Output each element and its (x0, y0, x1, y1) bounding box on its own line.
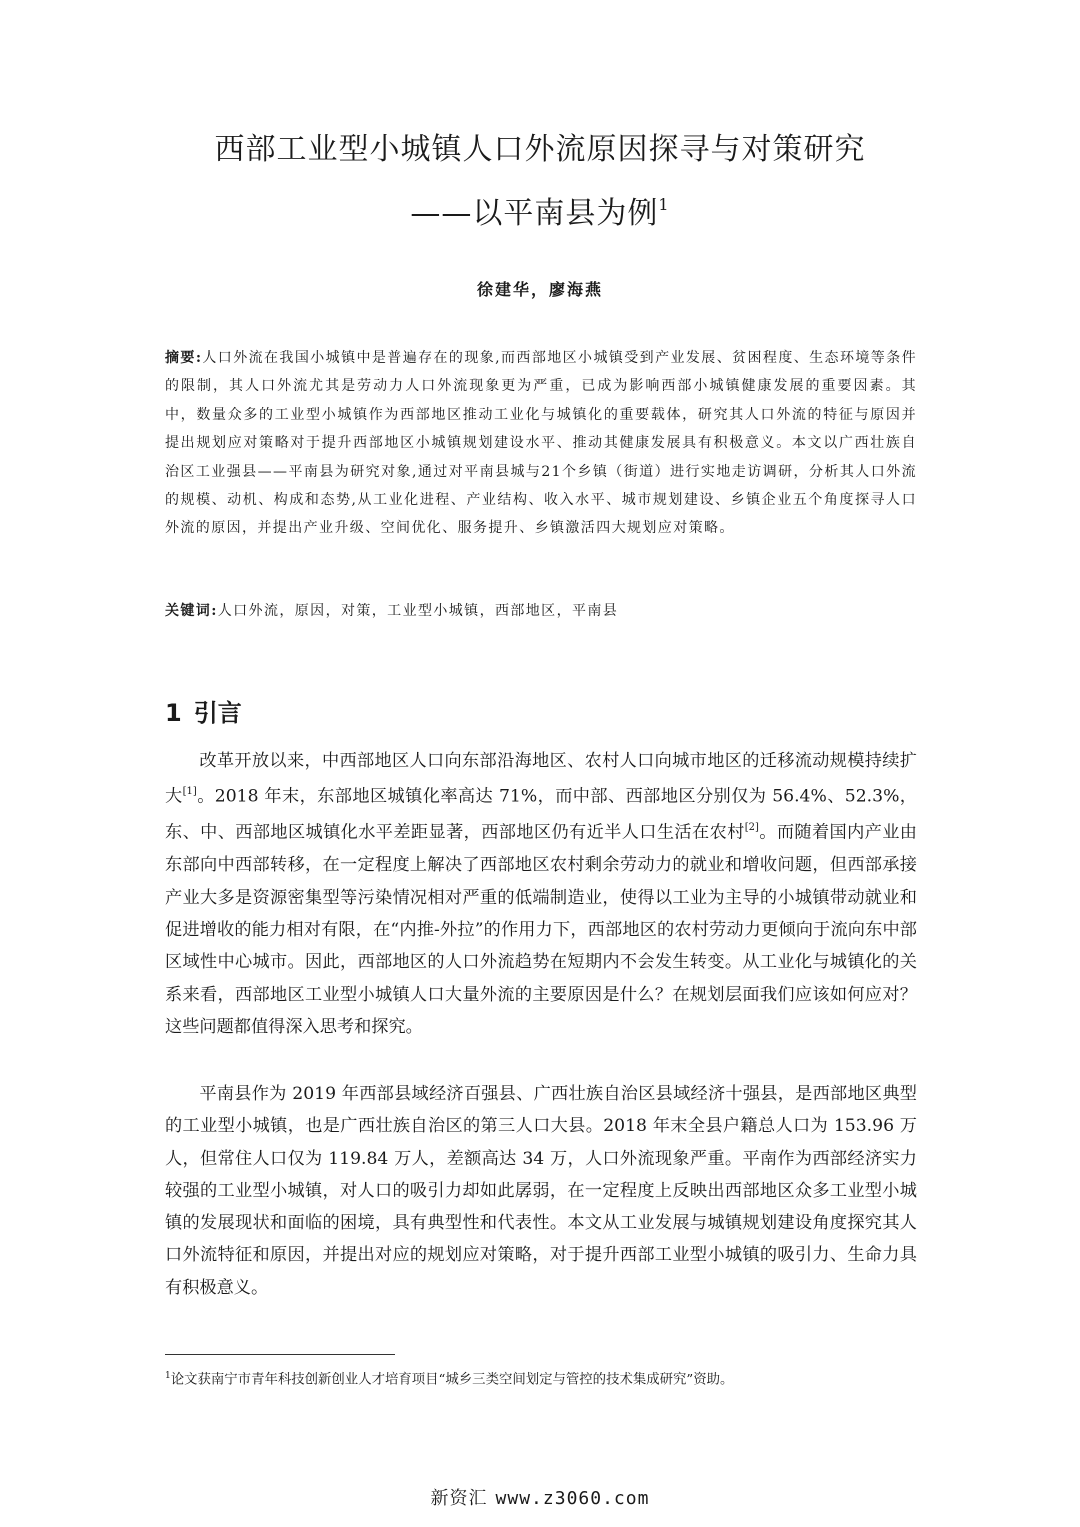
watermark (0, 1484, 1080, 1510)
abstract (165, 344, 917, 543)
section-number: 1 (165, 699, 182, 727)
watermark-name: 新资汇 (430, 1488, 488, 1509)
footnote-text: 论文获南宁市青年科技创新创业人才培育项目“城乡三类空间划定与管控的技术集成研究”资助。 (170, 1372, 734, 1388)
section-heading-introduction (165, 693, 242, 728)
section-title: 引言 (193, 699, 242, 727)
paragraph-1 (165, 745, 917, 1043)
title-footnote-mark[interactable]: 1 (658, 195, 670, 214)
paper-title-line2: ——以平南县为例 (410, 196, 659, 231)
paragraph-1-part3: 。而随着国内产业由东部向中西部转移，在一定程度上解决了西部地区农村剩余劳动力的就业和增收问题，但西部承接产业大多是资源密集型等污染情况相对严重的低端制造业，使得以工业为主导的小城镇带动就业和促进增收的能力相对有限，在“内推-外拉”的作用力下，西部地区的农村劳动力更倾向于流向东中部区域性中心城市。因此，西部地区的人口外流趋势在短期内不会发生转变。从工业化与城镇化的关系来看，西部地区工业型小城镇人口大量外流的主要原因是什么？在规划层面我们应该如何应对？这些问题都值得深入思考和探究。 (165, 823, 917, 1037)
footnote (165, 1366, 925, 1390)
paper-subtitle (0, 187, 1080, 234)
footnote-mark: 1 (165, 1371, 171, 1381)
keywords (165, 597, 917, 625)
paragraph-1-part2: 。2018 年末，东部地区城镇化率高达 71%，而中部、西部地区分别仅为 56.4%、52.3%，东、中、西部地区城镇化水平差距显著，西部地区仍有近半人口生活在农村 (165, 787, 917, 844)
citation-2[interactable]: [2] (744, 822, 759, 834)
authors: 徐建华，廖海燕 (476, 280, 603, 299)
keywords-text: 人口外流，原因，对策，工业型小城镇，西部地区，平南县 (217, 603, 619, 619)
paper-title-line1: 西部工业型小城镇人口外流原因探寻与对策研究 (214, 132, 866, 167)
footnote-divider (165, 1354, 395, 1355)
abstract-text: 人口外流在我国小城镇中是普遍存在的现象,而西部地区小城镇受到产业发展、贫困程度、生态环境等条件的限制，其人口外流尤其是劳动力人口外流现象更为严重，已成为影响西部小城镇健康发展的重要因素。其中，数量众多的工业型小城镇作为西部地区推动工业化与城镇化的重要载体，研究其人口外流的特征与原因并提出规划应对策略对于提升西部地区小城镇规划建设水平、推动其健康发展具有积极意义。本文以广西壮族自治区工业强县——平南县为研究对象,通过对平南县城与21个乡镇（街道）进行实地走访调研，分析其人口外流的规模、动机、构成和态势,从工业化进程、产业结构、收入水平、城市规划建设、乡镇企业五个角度探寻人口外流的原因，并提出产业升级、空间优化、服务提升、乡镇激活四大规划应对策略。 (165, 350, 917, 537)
watermark-url[interactable]: www.z3060.com (495, 1488, 650, 1509)
paper-title (0, 130, 1080, 170)
paragraph-1-part1: 改革开放以来，中西部地区人口向东部沿海地区、农村人口向城市地区的迁移流动规模持续扩大 (165, 751, 917, 808)
paragraph-2: 平南县作为 2019 年西部县域经济百强县、广西壮族自治区县域经济十强县，是西部地区典型的工业型小城镇，也是广西壮族自治区的第三人口大县。2018 年末全县户籍总人口为 153.96 万人，但常住人口仅为 119.84 万人，差额高达 34 万，人口外流现象严重。平南作为西部经济实力较强的工业型小城镇，对人口的吸引力却如此孱弱，在一定程度上反映出西部地区众多工业型小城镇的发展现状和面临的困境，具有典型性和代表性。本文从工业发展与城镇规划建设角度探究其人口外流特征和原因，并提出对应的规划应对策略，对于提升西部工业型小城镇的吸引力、生命力具有积极意义。 (165, 1084, 917, 1298)
abstract-label: 摘要: (165, 350, 203, 366)
keywords-label: 关键词: (165, 603, 218, 619)
citation-1[interactable]: [1] (182, 786, 197, 798)
